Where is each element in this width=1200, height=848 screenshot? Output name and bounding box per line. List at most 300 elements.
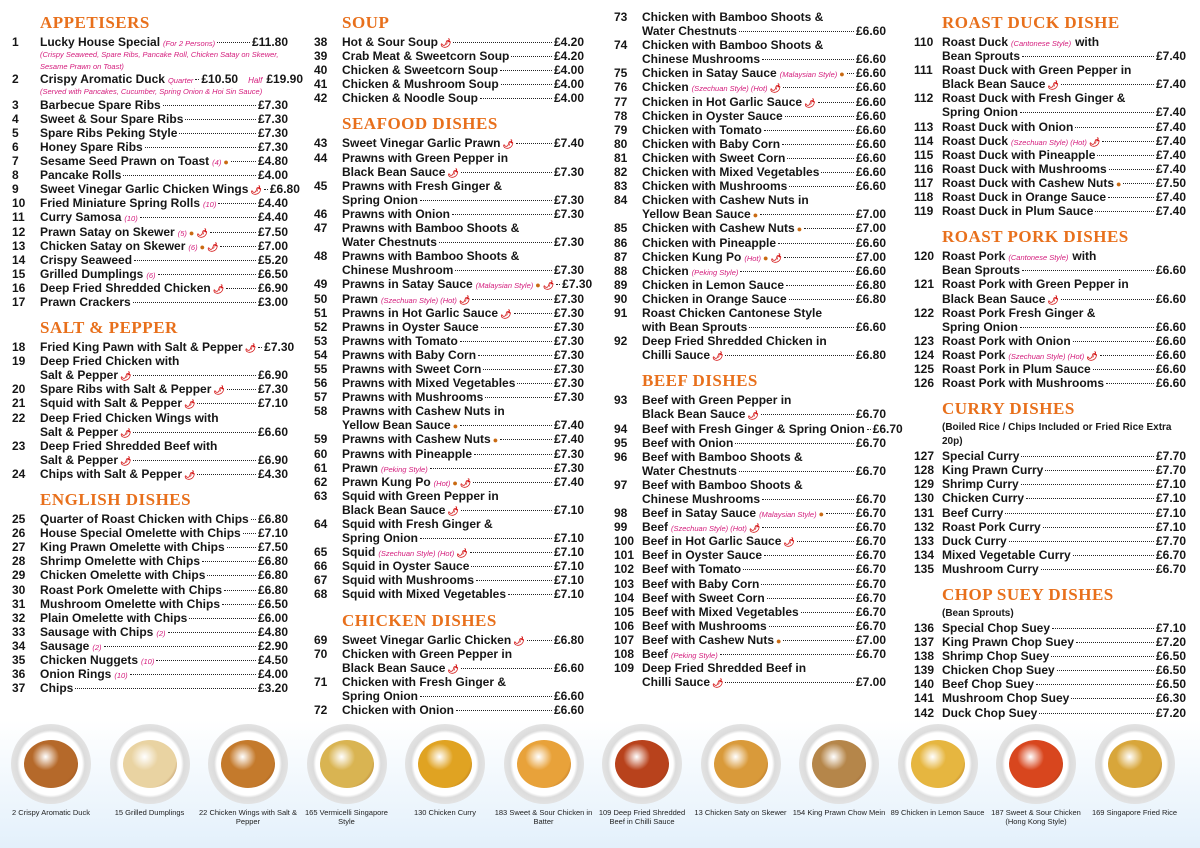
chilli-icon: 🌶 [542,280,555,291]
item-price: £7.30 [553,333,584,348]
nut-icon: ● [818,509,825,520]
menu-item [12,583,288,597]
menu-item-line [314,633,584,647]
menu-item-line [914,306,1186,320]
item-name: Squid [342,545,376,560]
menu-item [12,467,288,481]
menu-item [914,506,1186,520]
item-name: Beef Chop Suey [942,677,1035,692]
menu-item-line [314,503,584,517]
dot-leader [1051,656,1154,657]
item-price: £6.60 [855,52,886,67]
menu-item [614,123,886,137]
item-number: 9 [12,182,19,197]
dot-leader [123,175,256,176]
menu-item [12,597,288,611]
chilli-icon: 🌶 [447,505,459,516]
item-name: Chicken [642,80,689,95]
item-name: Beef with Tomato [642,562,742,577]
dot-leader [516,143,552,144]
item-number: 124 [914,347,935,362]
item-name-cont: Spring Onion [942,319,1018,334]
dish-photo [405,724,485,804]
chilli-icon: 🌶 [513,635,525,646]
item-tag: (For 2 Persons) [163,39,216,48]
item-name: Chicken with Fresh Ginger & [342,674,507,689]
item-price: £7.30 [553,206,584,221]
menu-item [914,520,1186,534]
item-name: Sausage with Chips [40,624,154,639]
item-name: Deep Fried Shredded Beef in [642,661,807,676]
dot-leader [797,541,854,542]
photo-card [1086,724,1184,817]
menu-item [614,520,886,534]
item-price: £7.40 [1155,49,1186,64]
item-tag: (Malaysian Style) [475,281,534,291]
menu-item-line [614,236,886,250]
menu-item [914,162,1186,176]
item-number: 65 [314,545,328,560]
item-name: Curry Samosa [40,210,122,225]
item-number: 85 [614,221,628,236]
item-name-cont: Water Chestnuts [642,463,737,478]
dish-photo [799,724,879,804]
item-price: £7.10 [1155,477,1186,492]
dot-leader [761,584,854,585]
menu-item [614,38,886,66]
item-price: £7.00 [855,207,886,222]
dot-leader [483,369,552,370]
item-price: £6.70 [855,604,886,619]
dot-leader [500,439,552,440]
item-name: Plain Omelette with Chips [40,610,188,625]
item-name: Beef [642,647,669,662]
item-price: £7.70 [1155,449,1186,464]
dot-leader [471,566,552,567]
item-number: 8 [12,168,19,183]
item-name: Crispy Seaweed [40,252,133,267]
chilli-icon: 🌶 [440,38,452,48]
dot-leader [185,119,256,120]
menu-item-line [314,306,584,320]
menu-item [914,334,1186,348]
item-name: Sweet Vinegar Garlic Chicken [342,632,512,647]
item-number: 58 [314,404,328,419]
dot-leader [1005,513,1154,514]
dot-leader [133,432,256,433]
menu-item [314,348,584,362]
dish-photo [307,724,387,804]
item-name: Chicken [642,263,689,278]
menu-item-line [614,619,886,633]
dot-leader [1075,127,1154,128]
dot-leader [1021,484,1154,485]
chilli-icon: 🌶 [804,97,816,108]
item-name: Squid with Mixed Vegetables [342,587,507,602]
menu-item [614,421,903,436]
item-number: 132 [914,519,935,534]
item-price: £6.90 [257,452,288,467]
item-number: 87 [614,249,628,264]
item-name: Sweet & Sour Spare Ribs [40,111,184,126]
dot-leader [1109,169,1154,170]
menu-item-line [614,548,886,562]
item-name: Roast Chicken Cantonese Style [642,305,823,320]
menu-item-line [914,320,1186,334]
item-number: 69 [314,632,328,647]
item-name: Prawn [342,291,379,306]
menu-item [314,461,584,475]
item-name-cont: Black Bean Sauce [642,407,746,422]
menu-item-line [614,165,886,179]
menu-item-line [12,667,288,681]
item-name: Beef Curry [942,505,1004,520]
item-price: £6.70 [855,548,886,563]
menu-item [12,182,300,197]
item-name: Roast Pork Omelette with Chips [40,582,223,597]
menu-item-line [12,568,288,582]
dish-photo [701,724,781,804]
item-number: 21 [12,396,26,411]
item-price: £7.30 [257,111,288,126]
item-price: £6.60 [553,703,584,718]
menu-item [314,489,584,517]
menu-item-line [914,263,1186,277]
item-number: 57 [314,390,328,405]
menu-item [314,292,584,306]
dot-leader [1026,498,1154,499]
item-number: 116 [914,161,934,176]
item-number: 136 [914,621,935,635]
item-name: Squid with Salt & Pepper [40,396,183,411]
menu-item-line [314,432,584,446]
item-price: £7.10 [553,559,584,574]
item-price: £6.70 [1155,547,1186,562]
menu-item-line [914,491,1186,505]
item-name: Beef in Satay Sauce [642,506,757,521]
dot-leader [461,510,552,511]
item-price: £7.50 [257,540,288,555]
item-name: Hot & Sour Soup [342,35,438,49]
menu-item-line [914,120,1186,134]
item-number: 13 [12,238,26,253]
menu-item-line [314,151,584,165]
menu-item [314,277,593,292]
photo-card [790,724,888,817]
item-name-cont: Chinese Mushroom [342,263,454,278]
chilli-icon: 🌶 [244,343,257,354]
item-name: Beef with Green Pepper in [642,393,792,408]
item-name: Chicken with Green Pepper in [342,646,513,661]
menu-column [314,10,593,718]
item-name: Roast Pork with Onion [942,333,1071,348]
item-number: 39 [314,49,328,64]
item-price: £4.00 [553,63,584,78]
item-number: 73 [614,10,628,24]
item-number: 38 [314,35,328,49]
item-name: Prawns with Bamboo Shoots & [342,249,520,264]
photo-caption: 187 Sweet & Sour Chicken (Hong Kong Style) [991,808,1081,826]
item-number: 47 [314,221,328,236]
menu-item [914,249,1186,277]
menu-item [12,554,288,568]
item-number: 32 [12,610,26,625]
section-title: BEEF DISHES [642,371,758,391]
item-number: 108 [614,647,635,662]
menu-item [614,436,886,450]
item-number: 137 [914,635,935,650]
item-name: Spare Ribs with Salt & Pepper [40,382,212,397]
dot-leader [511,56,552,57]
menu-item [12,253,288,267]
menu-item [12,267,288,281]
item-price: £7.30 [553,376,584,391]
item-number: 93 [614,393,628,408]
menu-item [614,278,886,292]
dot-leader [163,105,256,106]
item-tag: (Szechuan Style) (Hot) [691,84,768,94]
item-price: £7.30 [553,164,584,179]
item-number: 98 [614,506,628,521]
menu-item [314,334,584,348]
menu-item-line [12,467,288,481]
item-name: Chicken in Orange Sauce [642,291,787,306]
item-price: £7.00 [855,675,886,690]
item-name-cont: Salt & Pepper [40,368,119,383]
item-name: Shrimp Curry [942,477,1019,492]
item-number: 78 [614,108,628,123]
item-name: Chicken with Tomato [642,122,762,137]
menu-item [914,204,1186,218]
item-price: £7.40 [553,432,584,447]
item-number: 89 [614,277,628,292]
menu-item-line [314,165,584,179]
nut-icon: ● [223,157,229,168]
nut-icon: ● [752,210,759,221]
menu-item [12,225,288,239]
item-name: Prawns with Fresh Ginger & [342,178,503,193]
item-name: Squid with Mushrooms [342,573,474,588]
dot-leader [473,482,552,483]
menu-item-line [614,306,886,320]
menu-item [614,450,886,478]
item-number: 16 [12,280,26,295]
menu-item-line [914,334,1186,348]
photo-caption: 109 Deep Fried Shredded Beef in Chilli Sauce [598,808,686,826]
photo-card [495,724,593,826]
item-number: 26 [12,526,26,541]
item-name: Prawns in Satay Sauce [342,277,473,292]
menu-item-line [914,91,1186,105]
menu-item-line [914,49,1186,63]
item-tag: (Szechuan Style) (Hot) [1008,351,1085,361]
menu-item-line [12,382,288,396]
item-price: £7.40 [553,418,584,433]
item-number: 60 [314,446,328,461]
menu-item-line [614,675,886,689]
item-number: 133 [914,533,935,548]
dot-leader [158,274,256,275]
item-price: £7.10 [1155,621,1186,635]
menu-item-line [12,140,288,154]
menu-item [314,91,584,105]
menu-item-line [314,207,584,221]
dot-leader [785,116,854,117]
dot-leader [104,646,256,647]
menu-item-line [614,221,886,235]
item-name-cont: Water Chestnuts [342,235,437,250]
menu-item-line [614,506,886,520]
photo-card [889,724,987,817]
menu-item [614,95,886,109]
dot-leader [472,299,552,300]
item-number: 4 [12,111,19,126]
menu-item-line [314,320,584,334]
item-price: £7.00 [257,238,288,253]
item-name: Duck Curry [942,533,1007,548]
dish-photo [602,724,682,804]
dot-leader [207,575,256,576]
menu-item-line [12,453,288,467]
item-name: Prawns with Cashew Nuts in [342,404,505,419]
item-number: 75 [614,66,628,81]
item-name: Chicken Chop Suey [942,663,1055,678]
menu-item-line [614,577,886,591]
dot-leader [762,527,854,528]
section-title: SEAFOOD DISHES [342,114,498,134]
item-name: Deep Fried Chicken Wings with [40,410,219,425]
item-name: Prawns with Bamboo Shoots & [342,221,520,236]
menu-item [12,72,304,98]
dot-leader [476,580,552,581]
menu-item [314,320,584,334]
dot-leader [767,598,854,599]
item-name: Roast Duck with Pineapple [942,147,1096,162]
item-number: 51 [314,305,328,320]
dot-leader [485,397,552,398]
menu-column [614,10,903,690]
item-name: King Prawn Curry [942,463,1044,478]
dot-leader [725,355,854,356]
chilli-icon: 🌶 [1047,80,1059,91]
item-number: 29 [12,568,26,583]
item-price: £7.30 [553,291,584,306]
item-name: Chicken with Cashew Nuts [642,221,795,236]
item-name: Roast Duck [942,133,1009,148]
menu-item [12,196,288,210]
menu-item [914,190,1186,204]
item-price: £6.70 [855,647,886,662]
menu-item [914,348,1186,362]
menu-item-line [314,661,584,675]
menu-item [314,362,584,376]
menu-item [12,210,288,224]
item-name: Prawns with Green Pepper in [342,150,509,165]
item-price: £6.70 [855,506,886,521]
menu-item-line [12,35,288,49]
menu-item [12,667,288,681]
item-price: £7.30 [257,125,288,140]
item-price: £6.60 [855,150,886,165]
item-number: 109 [614,661,635,676]
item-number: 134 [914,547,935,562]
menu-item-line [614,292,886,306]
menu-item [914,91,1186,119]
item-name-cont: Chinese Mushrooms [642,52,761,67]
item-number: 62 [314,474,328,489]
photo-caption: 13 Chicken Saty on Skewer [694,808,787,817]
menu-item-line [12,526,288,540]
menu-item-line [914,190,1186,204]
item-price: £6.50 [257,266,288,281]
item-name: House Special Omelette with Chips [40,526,241,541]
menu-item-line [914,376,1186,390]
item-name-cont: Chinese Mushrooms [642,492,761,506]
item-name: Prawns in Hot Garlic Sauce [342,305,499,320]
menu-item [314,249,584,277]
menu-item-line [314,573,584,587]
menu-item-line [614,393,886,407]
item-price: £6.70 [872,421,903,436]
dot-leader [778,243,854,244]
menu-item-line [314,390,584,404]
nut-icon: ● [776,635,782,646]
menu-item [12,681,288,695]
item-price: £6.60 [1155,361,1186,376]
item-tag: (Malaysian Style) [759,510,817,520]
photo-card [101,724,199,817]
item-number: 59 [314,432,328,447]
dot-leader [420,200,552,201]
item-number: 19 [12,354,26,369]
item-name: Chicken with Sweet Corn [642,150,786,165]
dot-leader [1041,569,1154,570]
menu-item-line [314,531,584,545]
item-number: 14 [12,252,26,267]
menu-item [914,677,1186,691]
menu-item-line [614,109,886,123]
dot-leader [556,284,560,285]
item-price: £6.70 [855,435,886,450]
photo-card [593,724,691,826]
menu-item [914,306,1186,334]
item-tag: (Cantonese Style) [1011,39,1072,48]
menu-item-line [614,123,886,137]
dot-leader [231,161,256,162]
item-number: 142 [914,705,935,720]
menu-item-line [12,425,288,439]
item-number: 74 [614,38,628,53]
item-price: £6.30 [1155,691,1186,706]
item-price: £6.70 [855,463,886,478]
item-price: £6.80 [269,182,300,197]
menu-item [614,10,886,38]
menu-item [314,447,584,461]
chilli-icon: 🌶 [456,548,468,559]
item-name: Mushroom Omelette with Chips [40,596,221,611]
item-price: £6.80 [257,582,288,597]
menu-item-line [914,520,1186,534]
dot-leader [1106,383,1154,384]
item-price: £7.40 [1155,204,1186,219]
item-price: £6.60 [1155,347,1186,362]
item-number: 11 [12,210,25,225]
dot-leader [1021,456,1154,457]
dot-leader [227,389,256,390]
item-number: 125 [914,361,935,376]
item-name-cont: Yellow Bean Sauce [642,207,751,222]
menu-item-line [314,221,584,235]
